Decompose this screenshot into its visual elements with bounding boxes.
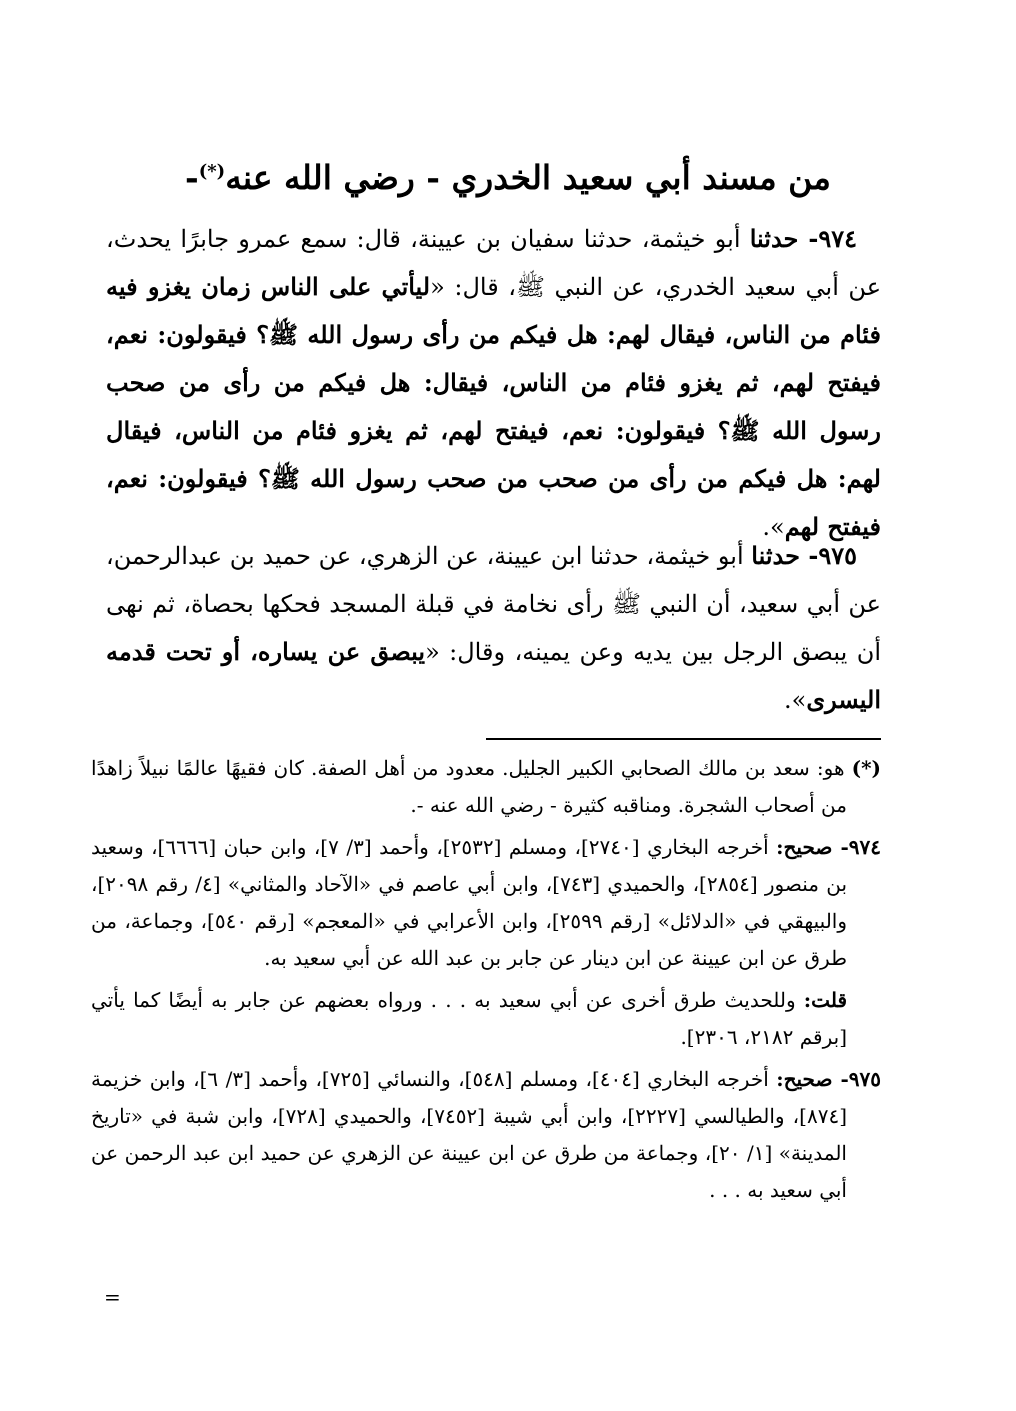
hadith-number-sep: - [798, 224, 819, 253]
footnote-text: أخرجه البخاري [٢٧٤٠]، ومسلم [٢٥٣٢]، وأحمد [٣/ ٧]، وابن حبان [٦٦٦٦]، وسعيد بن منصور [٢٨٥٤]، والحميدي [٧٤٣]، وابن أبي عاصم في «الآحاد والمثاني» [٤/ رقم ٢٠٩٨]، والبيهقي في «الدلائل» [رقم ٢٥٩٩]، وابن الأعرابي في «المعجم» [رقم ٥٤٠]، وجماعة، من طرق عن ابن عيينة عن ابن دينار عن جابر بن عبد الله عن أبي سعيد به. [91, 835, 848, 970]
footnote-text: أخرجه البخاري [٤٠٤]، ومسلم [٥٤٨]، والنسائي [٧٢٥]، وأحمد [٣/ ٦]، وابن خزيمة [٨٧٤]، والطيالسي [٢٢٢٧]، وابن أبي شيبة [٧٤٥٢]، والحميدي [٧٢٨]، وابن شبة في «تاريخ المدينة» [١/ ٢٠]، وجماعة من طرق عن ابن عيينة عن الزهري عن حميد ابن عبد الرحمن عن أبي سعيد به . . . [91, 1067, 847, 1202]
section-heading [0, 150, 1016, 200]
hadith-975 [106, 532, 881, 724]
narration-word: حدثنا [749, 224, 799, 253]
heading-text: من مسند أبي سعيد الخدري - رضي الله عنه [225, 158, 831, 197]
hadith-isnad: أبو خيثمة، حدثنا سفيان بن عيينة، قال: سمع عمرو جابرًا يحدث، عن أبي سعيد الخدري، عن النبي ﷺ، قال: « [106, 225, 882, 301]
footnotes [91, 750, 881, 1214]
hadith-number: ٩٧٥ [818, 541, 857, 570]
footnote-974 [91, 829, 881, 977]
footnote-label: (*) [851, 756, 881, 780]
footnote-companion [91, 750, 881, 824]
hadith-matn: ليأتي على الناس زمان يغزو فيه فئام من الناس، فيقال لهم: هل فيكم من رأى رسول الله ﷺ؟ فيقولون: نعم، فيفتح لهم، ثم يغزو فئام من الناس، فيقال: هل فيكم من رأى من صحب رسول الله ﷺ؟ فيقولون: نعم، فيفتح لهم، ثم يغزو فئام من الناس، فيقال لهم: هل فيكم من رأى من صحب من صحب رسول الله ﷺ؟ فيقولون: نعم، فيفتح لهم [106, 272, 881, 541]
hadith-isnad: أبو خيثمة، حدثنا ابن عيينة، عن الزهري، عن حميد بن عبدالرحمن، عن أبي سعيد، أن النبي ﷺ رأى نخامة في قبلة المسجد فحكها بحصاة، ثم نهى أن يبصق الرجل بين يديه وعن يمينه، وقال: « [106, 542, 881, 666]
hadith-number-sep: - [799, 541, 819, 570]
footnote-975 [91, 1061, 881, 1209]
hadith-end: ». [784, 686, 807, 714]
continuation-mark: = [104, 1285, 121, 1309]
footnote-label: ٩٧٥- صحيح: [776, 1067, 882, 1091]
footnote-qult [91, 982, 881, 1056]
hadith-974 [106, 215, 881, 551]
hadith-matn: يبصق عن يساره، أو تحت قدمه اليسرى [106, 637, 881, 714]
footnote-label: قلت: [803, 988, 847, 1012]
heading-footnote-marker: (*) [198, 161, 226, 182]
heading-trail: - [185, 158, 199, 197]
footnote-separator [486, 738, 881, 740]
hadith-number: ٩٧٤ [818, 224, 857, 253]
footnote-text: هو: سعد بن مالك الصحابي الكبير الجليل. معدود من أهل الصفة. كان فقيهًا عالمًا نبيلاً زاهدًا من أصحاب الشجرة. ومناقبه كثيرة - رضي الله عنه -. [91, 756, 852, 817]
footnote-label: ٩٧٤- صحيح: [776, 835, 882, 859]
footnote-text: وللحديث طرق أخرى عن أبي سعيد به . . . ورواه بعضهم عن جابر به أيضًا كما يأتي [برقم ٢١٨٢، ٢٣٠٦]. [91, 988, 847, 1049]
narration-word: حدثنا [751, 541, 800, 570]
hadith-end: ». [762, 513, 785, 541]
